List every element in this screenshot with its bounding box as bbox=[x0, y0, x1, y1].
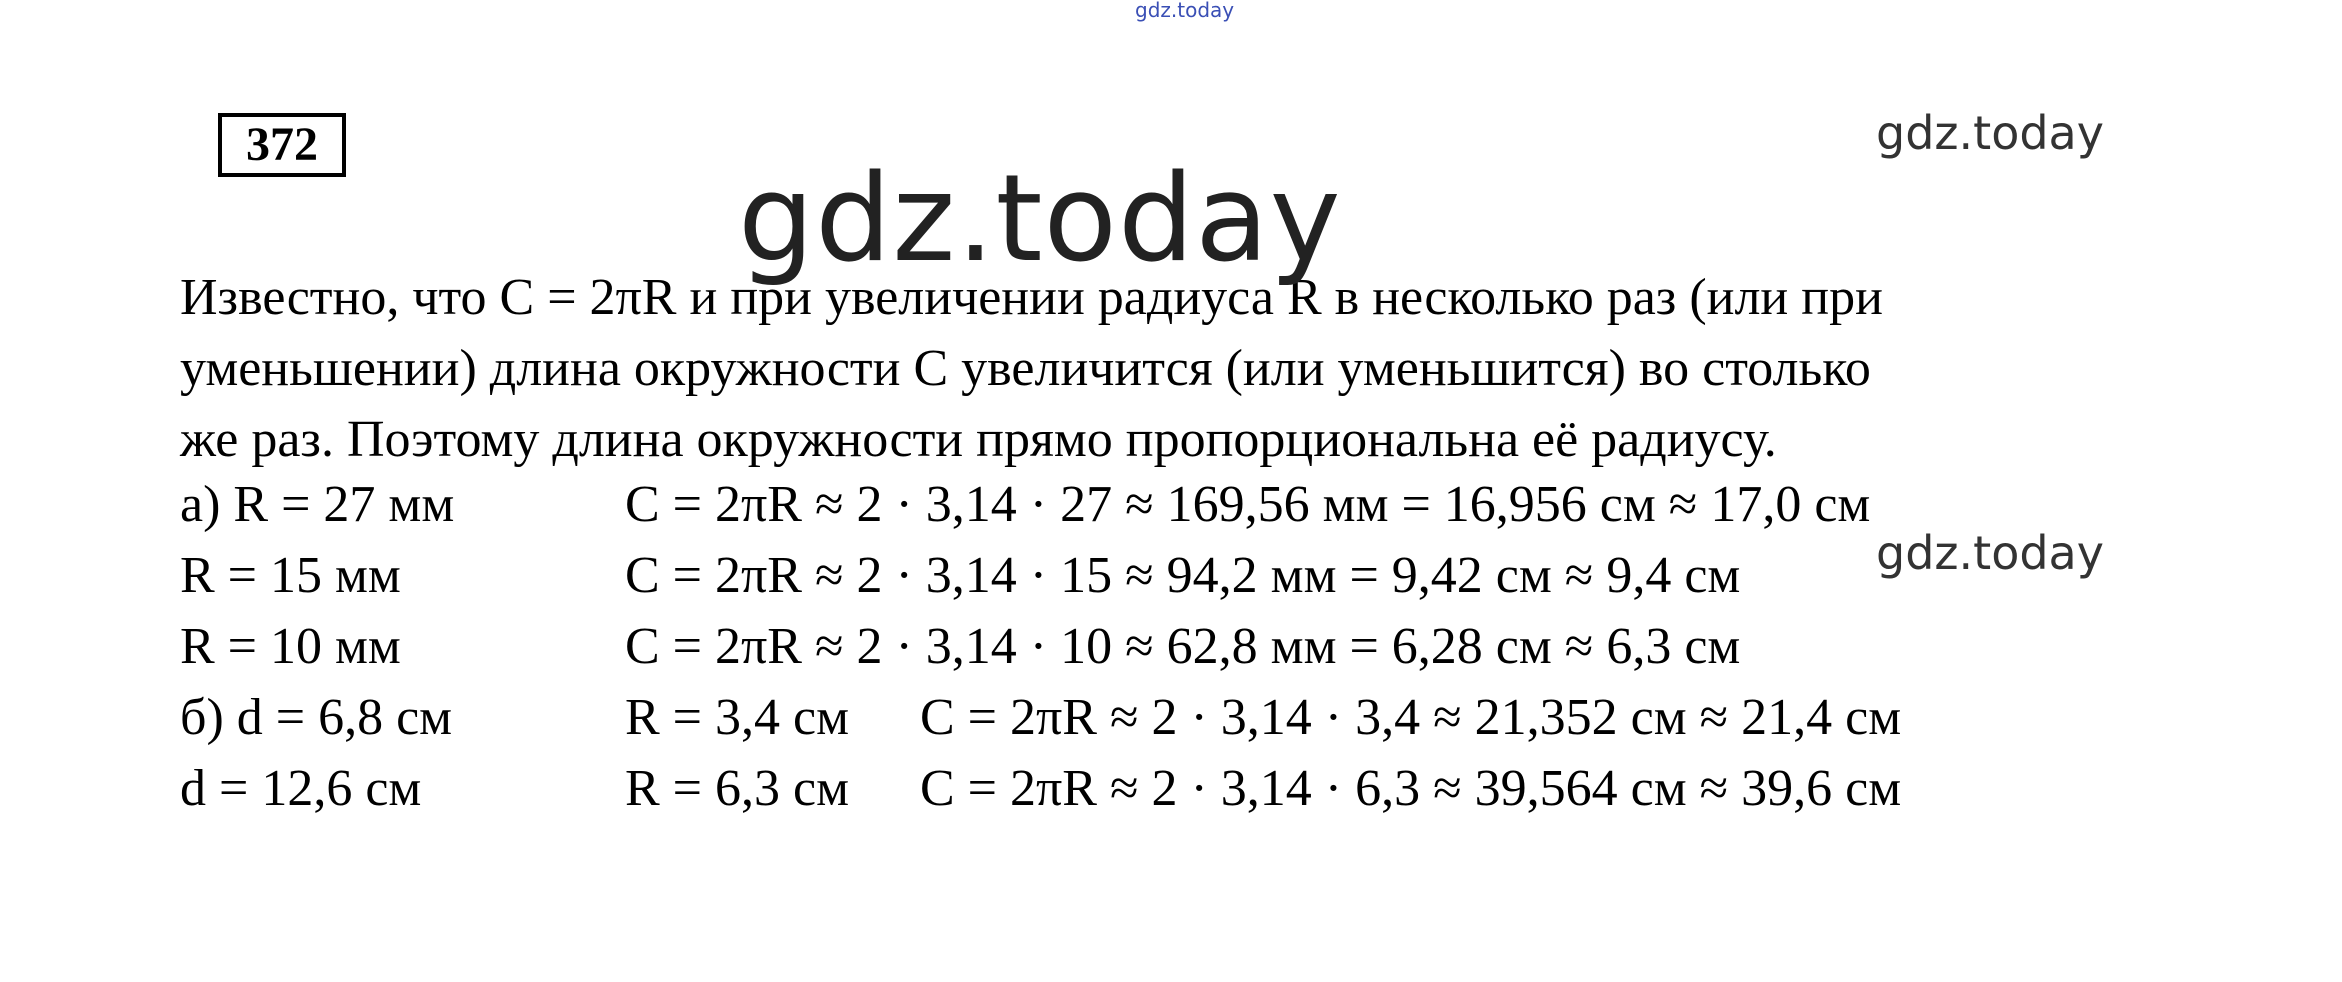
row-calculation: C = 2πR ≈ 2 · 3,14 · 27 ≈ 169,56 мм = 16,956 см ≈ 17,0 см bbox=[625, 476, 1871, 533]
row-given: R = 10 мм bbox=[180, 618, 401, 675]
row-given: а) R = 27 мм bbox=[180, 476, 455, 533]
row-calculation: C = 2πR ≈ 2 · 3,14 · 6,3 ≈ 39,564 см ≈ 39,6 см bbox=[920, 760, 1902, 817]
intro-line-1: Известно, что C = 2πR и при увеличении радиуса R в несколько раз (или при bbox=[180, 269, 1883, 326]
intro-line-3: же раз. Поэтому длина окружности прямо пропорциональна её радиусу. bbox=[180, 411, 1777, 468]
row-radius: R = 6,3 см bbox=[625, 760, 849, 817]
watermark-big: gdz.today bbox=[738, 150, 1342, 289]
row-given: d = 12,6 см bbox=[180, 760, 422, 817]
row-calculation: C = 2πR ≈ 2 · 3,14 · 15 ≈ 94,2 мм = 9,42 см ≈ 9,4 см bbox=[625, 547, 1741, 604]
watermark-top: gdz.today bbox=[1135, 0, 1235, 22]
row-calculation: C = 2πR ≈ 2 · 3,14 · 10 ≈ 62,8 мм = 6,28 см ≈ 6,3 см bbox=[625, 618, 1741, 675]
row-calculation: C = 2πR ≈ 2 · 3,14 · 3,4 ≈ 21,352 см ≈ 21,4 см bbox=[920, 689, 1902, 746]
intro-paragraph bbox=[180, 262, 2140, 475]
task-number-box: 372 bbox=[218, 113, 346, 177]
row-given: б) d = 6,8 см bbox=[180, 689, 453, 746]
intro-line-2: уменьшении) длина окружности C увеличится (или уменьшится) во столько bbox=[180, 340, 1871, 397]
row-given: R = 15 мм bbox=[180, 547, 401, 604]
row-radius: R = 3,4 см bbox=[625, 689, 849, 746]
watermark-right-middle: gdz.today bbox=[1876, 526, 2104, 580]
watermark-right-top: gdz.today bbox=[1876, 106, 2104, 160]
